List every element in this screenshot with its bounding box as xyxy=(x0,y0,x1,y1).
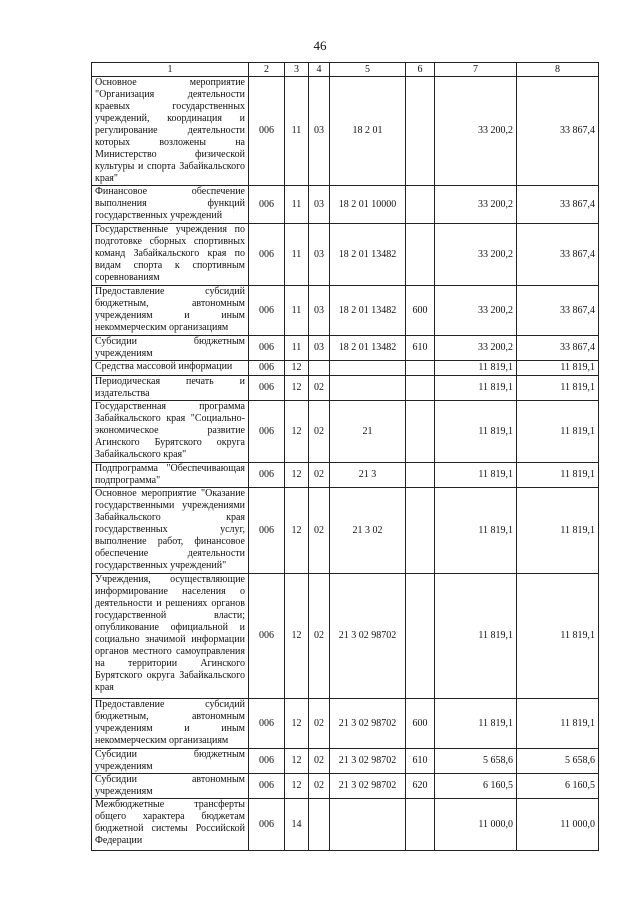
cell-subsection: 03 xyxy=(309,286,330,336)
table-row xyxy=(92,361,599,376)
cell-name: Подпрограмма "Обеспечивающая подпрограмма" xyxy=(92,463,249,488)
cell-section: 14 xyxy=(285,799,309,851)
cell-amount-year-2: 11 819,1 xyxy=(517,376,599,401)
cell-expense-type xyxy=(406,574,435,699)
cell-section: 11 xyxy=(285,286,309,336)
cell-section: 12 xyxy=(285,488,309,574)
cell-ministry-code: 006 xyxy=(249,488,285,574)
cell-amount-year-2: 33 867,4 xyxy=(517,336,599,361)
cell-amount-year-2: 6 160,5 xyxy=(517,774,599,799)
cell-amount-year-2: 11 819,1 xyxy=(517,463,599,488)
cell-section: 12 xyxy=(285,699,309,749)
cell-ministry-code: 006 xyxy=(249,463,285,488)
cell-amount-year-2: 11 819,1 xyxy=(517,488,599,574)
cell-amount-year-1: 33 200,2 xyxy=(435,336,517,361)
cell-subsection xyxy=(309,361,330,376)
cell-target-article xyxy=(330,799,406,851)
cell-target-article: 21 3 xyxy=(330,463,406,488)
cell-amount-year-1: 33 200,2 xyxy=(435,77,517,186)
cell-subsection: 02 xyxy=(309,574,330,699)
cell-expense-type xyxy=(406,361,435,376)
table-row xyxy=(92,749,599,774)
cell-expense-type xyxy=(406,186,435,224)
col-header-6: 6 xyxy=(406,63,435,77)
cell-amount-year-1: 5 658,6 xyxy=(435,749,517,774)
col-header-2: 2 xyxy=(249,63,285,77)
cell-expense-type xyxy=(406,77,435,186)
cell-amount-year-1: 11 819,1 xyxy=(435,574,517,699)
cell-expense-type: 620 xyxy=(406,774,435,799)
cell-name: Средства массовой информации xyxy=(92,361,249,376)
cell-target-article: 21 3 02 98702 xyxy=(330,749,406,774)
table-row xyxy=(92,463,599,488)
cell-name: Субсидии бюджетным учреждениям xyxy=(92,336,249,361)
cell-target-article: 21 3 02 98702 xyxy=(330,774,406,799)
cell-amount-year-1: 11 000,0 xyxy=(435,799,517,851)
cell-subsection: 02 xyxy=(309,488,330,574)
cell-subsection: 03 xyxy=(309,186,330,224)
cell-name: Основное мероприятие "Оказание государственными учреждениями Забайкальского края государственных услуг, выполнение работ, финансовое обеспечение деятельности государственных учреждений" xyxy=(92,488,249,574)
cell-section: 12 xyxy=(285,463,309,488)
cell-section: 11 xyxy=(285,224,309,286)
cell-target-article: 18 2 01 xyxy=(330,77,406,186)
cell-expense-type: 610 xyxy=(406,336,435,361)
cell-subsection: 02 xyxy=(309,749,330,774)
col-header-4: 4 xyxy=(309,63,330,77)
table-row xyxy=(92,401,599,463)
cell-target-article: 21 xyxy=(330,401,406,463)
cell-expense-type: 610 xyxy=(406,749,435,774)
table-row xyxy=(92,574,599,699)
cell-target-article: 18 2 01 13482 xyxy=(330,336,406,361)
cell-amount-year-2: 11 000,0 xyxy=(517,799,599,851)
cell-subsection: 02 xyxy=(309,774,330,799)
cell-ministry-code: 006 xyxy=(249,286,285,336)
cell-name: Субсидии автономным учреждениям xyxy=(92,774,249,799)
cell-ministry-code: 006 xyxy=(249,401,285,463)
col-header-3: 3 xyxy=(285,63,309,77)
cell-section: 11 xyxy=(285,77,309,186)
cell-name: Государственная программа Забайкальского края "Социально-экономическое развитие Агинского Бурятского округа Забайкальского края" xyxy=(92,401,249,463)
cell-amount-year-1: 33 200,2 xyxy=(435,224,517,286)
cell-amount-year-2: 11 819,1 xyxy=(517,401,599,463)
cell-amount-year-2: 11 819,1 xyxy=(517,574,599,699)
col-header-7: 7 xyxy=(435,63,517,77)
page-number: 46 xyxy=(313,38,327,53)
cell-name: Финансовое обеспечение выполнения функций государственных учреждений xyxy=(92,186,249,224)
cell-expense-type xyxy=(406,376,435,401)
cell-name: Субсидии бюджетным учреждениям xyxy=(92,749,249,774)
table-row xyxy=(92,699,599,749)
cell-subsection xyxy=(309,799,330,851)
cell-target-article: 18 2 01 13482 xyxy=(330,224,406,286)
cell-amount-year-2: 33 867,4 xyxy=(517,286,599,336)
cell-amount-year-1: 6 160,5 xyxy=(435,774,517,799)
cell-section: 11 xyxy=(285,336,309,361)
table-row xyxy=(92,488,599,574)
cell-amount-year-1: 11 819,1 xyxy=(435,463,517,488)
cell-subsection: 02 xyxy=(309,376,330,401)
cell-target-article: 21 3 02 98702 xyxy=(330,574,406,699)
col-header-5: 5 xyxy=(330,63,406,77)
cell-amount-year-2: 5 658,6 xyxy=(517,749,599,774)
cell-section: 12 xyxy=(285,749,309,774)
cell-ministry-code: 006 xyxy=(249,376,285,401)
cell-section: 11 xyxy=(285,186,309,224)
cell-name: Предоставление субсидий бюджетным, автономным учреждениям и иным некоммерческим организациям xyxy=(92,699,249,749)
cell-target-article: 21 3 02 98702 xyxy=(330,699,406,749)
cell-amount-year-1: 11 819,1 xyxy=(435,401,517,463)
table-row xyxy=(92,77,599,186)
cell-ministry-code: 006 xyxy=(249,774,285,799)
cell-section: 12 xyxy=(285,361,309,376)
cell-name: Основное мероприятие "Организация деятельности краевых государственных учреждений, координация и регулирование деятельности которых возложены на Министерство физической культуры и спорта Забайкальского края" xyxy=(92,77,249,186)
table-row xyxy=(92,224,599,286)
col-header-8: 8 xyxy=(517,63,599,77)
cell-target-article: 18 2 01 13482 xyxy=(330,286,406,336)
cell-subsection: 03 xyxy=(309,224,330,286)
cell-ministry-code: 006 xyxy=(249,77,285,186)
cell-ministry-code: 006 xyxy=(249,336,285,361)
cell-expense-type xyxy=(406,799,435,851)
table-row xyxy=(92,774,599,799)
cell-section: 12 xyxy=(285,401,309,463)
header-row xyxy=(92,63,599,77)
cell-subsection: 03 xyxy=(309,77,330,186)
cell-amount-year-1: 11 819,1 xyxy=(435,699,517,749)
cell-expense-type: 600 xyxy=(406,286,435,336)
cell-subsection: 02 xyxy=(309,699,330,749)
cell-subsection: 02 xyxy=(309,401,330,463)
cell-name: Межбюджетные трансферты общего характера бюджетам бюджетной системы Российской Федерации xyxy=(92,799,249,851)
cell-ministry-code: 006 xyxy=(249,699,285,749)
table-row xyxy=(92,799,599,851)
cell-target-article xyxy=(330,361,406,376)
cell-expense-type xyxy=(406,224,435,286)
cell-subsection: 02 xyxy=(309,463,330,488)
cell-target-article: 18 2 01 10000 xyxy=(330,186,406,224)
cell-amount-year-1: 11 819,1 xyxy=(435,376,517,401)
budget-table xyxy=(91,62,599,851)
table-row xyxy=(92,186,599,224)
cell-ministry-code: 006 xyxy=(249,224,285,286)
cell-amount-year-1: 11 819,1 xyxy=(435,488,517,574)
cell-amount-year-2: 33 867,4 xyxy=(517,224,599,286)
cell-amount-year-2: 33 867,4 xyxy=(517,77,599,186)
cell-ministry-code: 006 xyxy=(249,749,285,774)
cell-amount-year-2: 11 819,1 xyxy=(517,361,599,376)
col-header-1: 1 xyxy=(92,63,249,77)
cell-expense-type: 600 xyxy=(406,699,435,749)
table-row xyxy=(92,336,599,361)
cell-name: Государственные учреждения по подготовке сборных спортивных команд Забайкальского края по видам спорта к спортивным соревнованиям xyxy=(92,224,249,286)
cell-ministry-code: 006 xyxy=(249,574,285,699)
cell-ministry-code: 006 xyxy=(249,361,285,376)
cell-subsection: 03 xyxy=(309,336,330,361)
cell-amount-year-1: 33 200,2 xyxy=(435,286,517,336)
cell-section: 12 xyxy=(285,774,309,799)
cell-amount-year-2: 11 819,1 xyxy=(517,699,599,749)
cell-name: Учреждения, осуществляющие информирование населения о деятельности и решениях органов государственной власти; опубликование официальной и социально значимой информации органов местного самоуправления на территории Агинского Бурятского округа Забайкальского края xyxy=(92,574,249,699)
table-row xyxy=(92,376,599,401)
table-row xyxy=(92,286,599,336)
cell-amount-year-1: 11 819,1 xyxy=(435,361,517,376)
cell-amount-year-1: 33 200,2 xyxy=(435,186,517,224)
cell-section: 12 xyxy=(285,574,309,699)
cell-expense-type xyxy=(406,463,435,488)
cell-target-article: 21 3 02 xyxy=(330,488,406,574)
cell-amount-year-2: 33 867,4 xyxy=(517,186,599,224)
cell-ministry-code: 006 xyxy=(249,186,285,224)
cell-section: 12 xyxy=(285,376,309,401)
cell-name: Периодическая печать и издательства xyxy=(92,376,249,401)
cell-name: Предоставление субсидий бюджетным, автономным учреждениям и иным некоммерческим организациям xyxy=(92,286,249,336)
cell-expense-type xyxy=(406,488,435,574)
cell-expense-type xyxy=(406,401,435,463)
cell-ministry-code: 006 xyxy=(249,799,285,851)
cell-target-article xyxy=(330,376,406,401)
